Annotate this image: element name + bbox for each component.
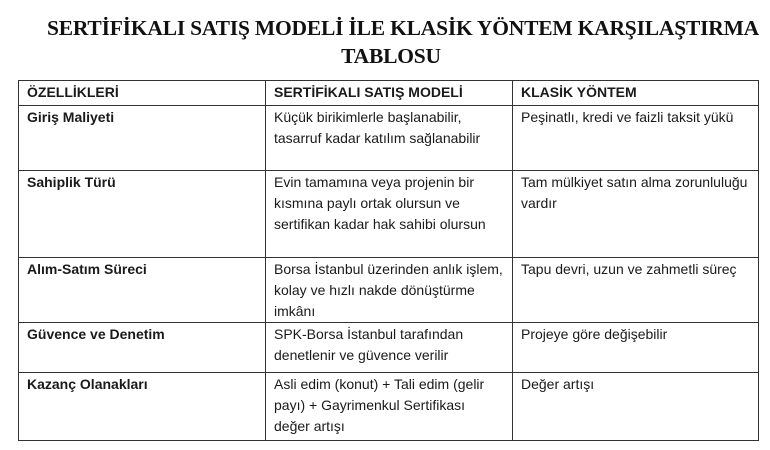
table-row bbox=[19, 373, 759, 441]
classic-cell: Projeye göre değişebilir bbox=[513, 323, 759, 373]
feature-cell: Giriş Maliyeti bbox=[19, 106, 266, 171]
title-line-2: TABLOSU bbox=[341, 44, 441, 68]
certified-cell: Asli edim (konut) + Tali edim (gelir payı) + Gayrimenkul Sertifikası değer artışı bbox=[266, 373, 513, 441]
document-title bbox=[0, 14, 770, 70]
header-classic-method: KLASİK YÖNTEM bbox=[513, 81, 759, 106]
header-features: ÖZELLİKLERİ bbox=[19, 81, 266, 106]
table-header-row bbox=[19, 81, 759, 106]
classic-cell: Peşinatlı, kredi ve faizli taksit yükü bbox=[513, 106, 759, 171]
feature-cell: Sahiplik Türü bbox=[19, 171, 266, 258]
classic-cell: Tapu devri, uzun ve zahmetli süreç bbox=[513, 258, 759, 323]
classic-cell: Değer artışı bbox=[513, 373, 759, 441]
comparison-table bbox=[18, 80, 759, 441]
table-row bbox=[19, 106, 759, 171]
certified-cell: SPK-Borsa İstanbul tarafından denetlenir ve güvence verilir bbox=[266, 323, 513, 373]
feature-cell: Güvence ve Denetim bbox=[19, 323, 266, 373]
feature-cell: Alım-Satım Süreci bbox=[19, 258, 266, 323]
table-row bbox=[19, 323, 759, 373]
table-row bbox=[19, 171, 759, 258]
certified-cell: Borsa İstanbul üzerinden anlık işlem, kolay ve hızlı nakde dönüştürme imkânı bbox=[266, 258, 513, 323]
title-line-1: SERTİFİKALI SATIŞ MODELİ İLE KLASİK YÖNTEM KARŞILAŞTIRMA bbox=[46, 16, 760, 40]
feature-cell: Kazanç Olanakları bbox=[19, 373, 266, 441]
classic-cell: Tam mülkiyet satın alma zorunluluğu vardır bbox=[513, 171, 759, 258]
header-certified-model: SERTİFİKALI SATIŞ MODELİ bbox=[266, 81, 513, 106]
certified-cell: Evin tamamına veya projenin bir kısmına paylı ortak olursun ve sertifikan kadar hak sahibi olursun bbox=[266, 171, 513, 258]
table-row bbox=[19, 258, 759, 323]
certified-cell: Küçük birikimlerle başlanabilir, tasarruf kadar katılım sağlanabilir bbox=[266, 106, 513, 171]
